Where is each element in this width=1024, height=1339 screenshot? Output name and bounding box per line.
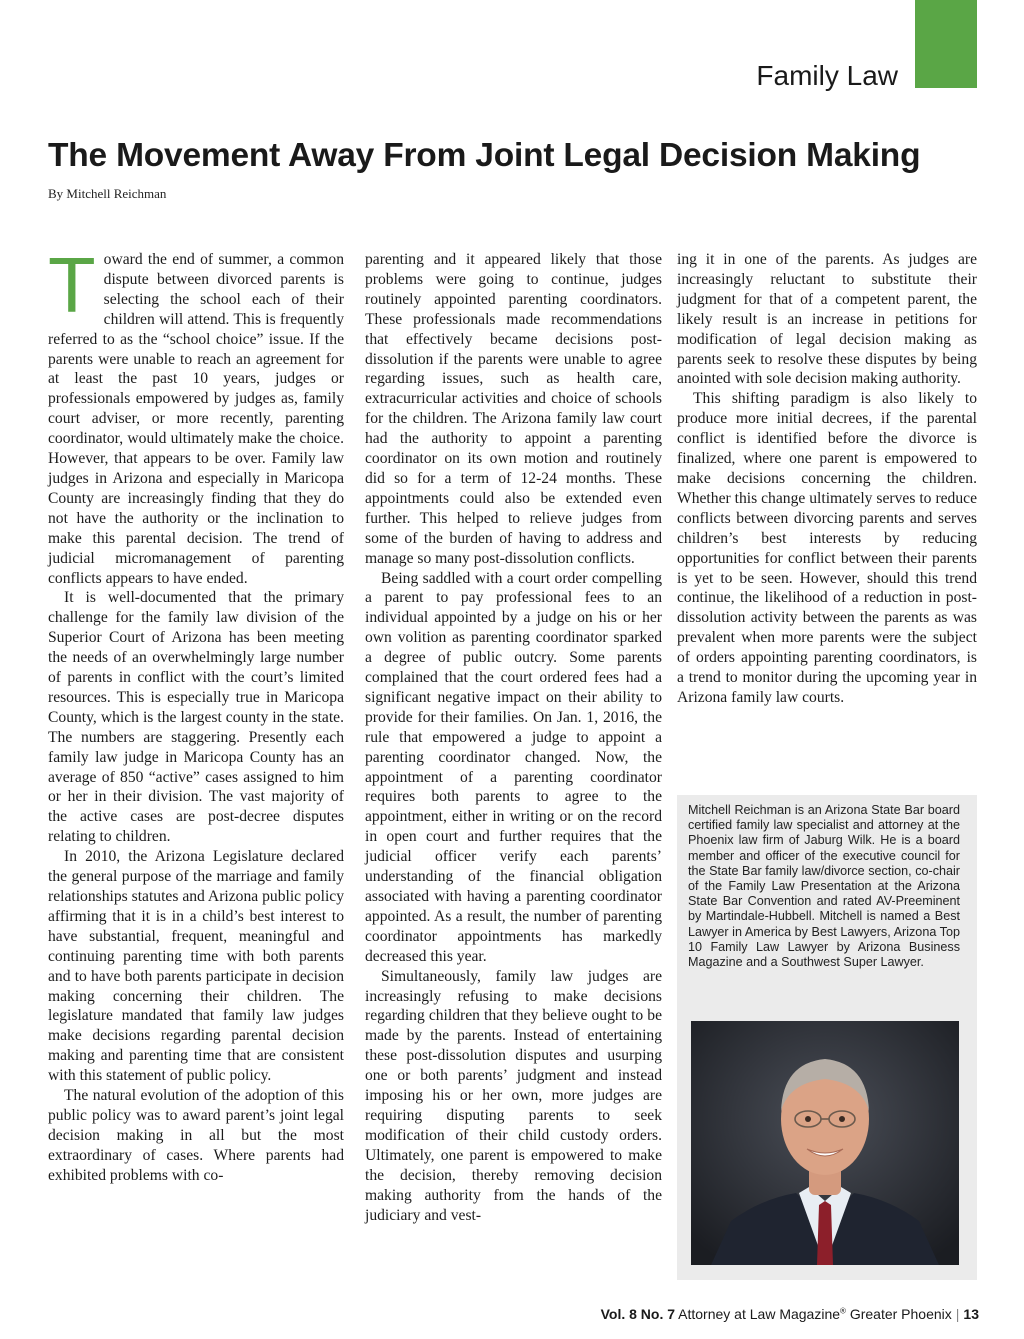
author-bio-box [677, 795, 977, 1280]
page-footer [601, 1306, 979, 1322]
author-portrait-illustration [691, 1021, 959, 1265]
paragraph-text: oward the end of summer, a common dispute between divorced parents is selecting the school each of their children will attend. This is frequently referred to as the “school choice” issue. If the parents were unable to reach an agreement for at least the past 10 years, judges or professionals empowered by judges as, family court adviser, or more recently, parenting coordinator, would ultimately make the choice. However, that appears to be over. Family law judges in Arizona and especially in Maricopa County are increasingly finding that they do not have the authority or the inclination to make this parental decision. The trend of judicial micromanagement of parenting conflicts appears to have ended. [48, 251, 344, 587]
paragraph: In 2010, the Arizona Legislature declared the general purpose of the marriage and family relationships statutes and Arizona public policy affirming that it is in a child’s best interest to have substantial, frequent, meaningful and continuing parenting time with both parents and to have both parents participate in decision making concerning their children. The legislature mandated that family law judges make decisions regarding parental decision making and parenting time that are consistent with this statement of public policy. [48, 848, 344, 1085]
issue-volume: Vol. 8 No. 7 [600, 1306, 676, 1322]
paragraph: Simultaneously, family law judges are increasingly refusing to make decisions regarding children that they believe ought to be made by the parents. Instead of entertaining these post-dissolution disputes and usurping one or both parents’ judgment and instead imposing his or her own, more judges are requiring disputing parents to seek modification of their child custody orders. Ultimately, one parent is empowered to make the decision, thereby removing decision making authority from the hands of the judiciary and vest- [365, 967, 662, 1224]
article-column-3 [677, 250, 977, 708]
footer-separator: | [955, 1306, 960, 1322]
article-column-2 [365, 250, 662, 1225]
paragraph: The natural evolution of the adoption of this public policy was to award parent’s joint legal decision making in all but the most extraordinary of cases. Where parents had exhibited problems with co- [48, 1087, 344, 1184]
section-label: Family Law [756, 60, 898, 91]
author-bio-text: Mitchell Reichman is an Arizona State Bar board certified family law specialist and attorney at the Phoenix law firm of Jaburg Wilk. He is a board member and officer of the executive council for the State Bar family law/divorce section, co-chair of the Family Law Presentation at the Arizona State Bar Convention and rated AV-Preeminent by Martindale-Hubbell. Mitchell is named a Best Lawyer in America by Best Lawyers, Arizona Top 10 Family Law Lawyer by Arizona Business Magazine and a Southwest Super Lawyer. [688, 803, 960, 970]
article-byline: By Mitchell Reichman [48, 186, 167, 201]
paragraph: It is well-documented that the primary challenge for the family law division of the Superior Court of Arizona has been meeting the needs of an overwhelmingly large number of parents in conflict with the court’s limited resources. This is especially true in Maricopa County, which is the largest county in the state. The numbers are staggering. Presently each family law judge in Maricopa County has an average of 850 “active” cases assigned to him or her in their division. The vast majority of the active cases are post-decree disputes relating to children. [48, 589, 344, 846]
paragraph [48, 241, 344, 588]
magazine-edition: Greater Phoenix [849, 1306, 952, 1322]
paragraph: parenting and it appeared likely that those problems were going to continue, judges routinely appointed parenting coordinators. These professionals made recommendations that effectively became decisions post-dissolution if the parents were unable to agree regarding issues, such as health care, extracurricular activities and choice of schools for the children. The Arizona family law court had the authority to appoint a parenting coordinator on its own motion and routinely did so for a term of 12-24 months. These appointments could also be extended even further. This helped to relieve judges from some of the burden of having to address and manage so many post-dissolution conflicts. [365, 251, 662, 567]
registered-mark: ® [840, 1306, 846, 1316]
magazine-name: Attorney at Law Magazine [678, 1306, 841, 1322]
page-number: 13 [963, 1306, 979, 1322]
author-photo [691, 1021, 959, 1265]
paragraph: Being saddled with a court order compelling a parent to pay professional fees to an individual appointed by a judge on his or her own volition as parenting coordinator sparked a degree of public outcry. Some parents complained that the court ordered fees had a significant negative impact on their ability to provide for their families. On Jan. 1, 2016, the rule that empowered a judge to appoint a parenting coordinator changed. Now, the appointment of a parenting coordinator requires both parents to agree to the appointment, either in writing or on the record in open court and further requires that the judicial officer verify each parents’ understanding of the financial obligation associated with having a parenting coordinator appointed. As a result, the number of parenting coordinator appointments has markedly decreased this year. [365, 569, 662, 965]
section-color-tab [915, 0, 977, 88]
drop-cap: T [48, 241, 96, 329]
article-column-1 [48, 241, 344, 1186]
paragraph: ing it in one of the parents. As judges are increasingly reluctant to substitute their judgment for that of a competent parent, the likely result is an increase in petitions for modification of legal decision making as parents seek to resolve these disputes by being anointed with sole decision making authority. [677, 251, 977, 388]
article-headline: The Movement Away From Joint Legal Decision Making [48, 137, 921, 174]
paragraph: This shifting paradigm is also likely to produce more initial decrees, if the parental conflict is identified before the divorce is finalized, where one parent is empowered to make decisions concerning the children. Whether this change ultimately serves to reduce conflicts between divorcing parents and serves children’s best interests by reducing opportunities for conflict between their parents is yet to be seen. However, should this trend continue, the likelihood of a reduction in post-dissolution activity between the parents as was prevalent when more parents were the subject of orders appointing parenting coordinators, is a trend to monitor during the upcoming year in Arizona family law courts. [677, 390, 977, 706]
